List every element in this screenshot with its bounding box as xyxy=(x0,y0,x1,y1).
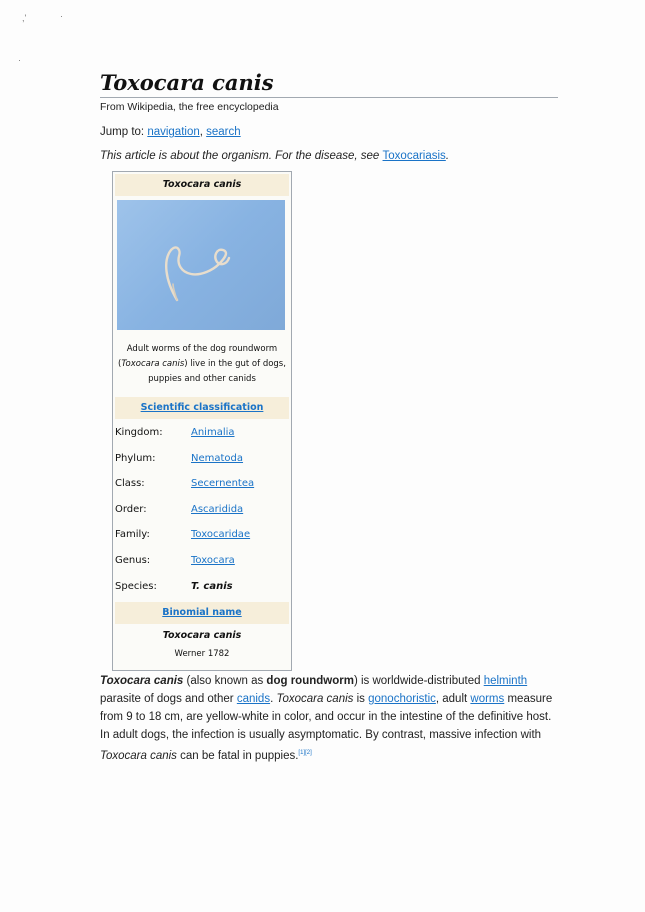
taxon-link-toxocara[interactable]: Toxocara xyxy=(191,555,235,566)
body-text: is xyxy=(353,693,369,705)
search-link[interactable]: search xyxy=(206,126,241,138)
worm-photo[interactable] xyxy=(117,200,285,330)
page-title: Toxocara canis xyxy=(100,70,558,98)
taxon-link-secernentea[interactable]: Secernentea xyxy=(191,478,255,489)
scan-speck: · xyxy=(18,55,21,65)
infobox-caption xyxy=(117,342,287,387)
caption-part: Adult worms of the dog roundworm ( xyxy=(118,344,278,369)
reference-link[interactable]: [1][2] xyxy=(298,750,312,756)
scan-speck: ,ʹ xyxy=(22,13,27,23)
canids-link[interactable]: canids xyxy=(236,693,271,705)
page-subtitle: From Wikipedia, the free encyclopedia xyxy=(100,101,279,113)
hatnote xyxy=(100,150,449,162)
worms-link[interactable]: worms xyxy=(470,693,505,705)
taxon-row xyxy=(115,581,289,599)
taxon-row xyxy=(115,478,289,496)
body-bold: dog roundworm xyxy=(266,675,354,687)
jump-links xyxy=(100,126,241,138)
body-text: measure from 9 to 18 cm, are yellow-white in color, and occur in the intestine of the definitive host. In adult dogs, the infection is usually asymptomatic. By contrast, massive infection with xyxy=(100,693,553,741)
infobox-header: Toxocara canis xyxy=(115,174,289,196)
binomial-name: Toxocara canis xyxy=(162,630,242,641)
taxon-label: Family: xyxy=(115,529,150,540)
gonochoristic-link[interactable]: gonochoristic xyxy=(368,693,436,705)
navigation-link[interactable]: navigation xyxy=(147,126,200,138)
scan-speck: · xyxy=(60,11,63,21)
taxon-link-nematoda[interactable]: Nematoda xyxy=(191,453,244,464)
hatnote-text: This article is about the organism. For the disease, see xyxy=(100,150,383,162)
body-term: Toxocara canis xyxy=(100,675,184,687)
taxon-label: Species: xyxy=(115,581,157,592)
caption-italic: Toxocara canis xyxy=(121,359,185,369)
scientific-classification-header xyxy=(115,397,289,419)
jump-separator: , xyxy=(199,126,207,138)
binomial-name-link[interactable]: Binomial name xyxy=(162,607,242,618)
taxon-link-ascaridida[interactable]: Ascaridida xyxy=(191,504,244,515)
taxon-label: Phylum: xyxy=(115,453,156,464)
scientific-classification-link[interactable]: Scientific classification xyxy=(140,402,264,413)
lead-paragraph xyxy=(100,672,564,765)
body-text: , adult xyxy=(435,693,471,705)
body-text: ) is worldwide-distributed xyxy=(353,675,484,687)
infobox xyxy=(112,171,292,671)
taxon-label: Genus: xyxy=(115,555,151,566)
body-italic: Toxocara canis xyxy=(100,749,177,762)
worm-illustration xyxy=(117,200,285,330)
body-italic: Toxocara canis xyxy=(276,693,354,705)
taxon-link-animalia[interactable]: Animalia xyxy=(191,427,235,438)
taxon-label: Class: xyxy=(115,478,145,489)
body-text: . xyxy=(270,693,277,705)
taxon-link-toxocaridae[interactable]: Toxocaridae xyxy=(191,529,251,540)
taxon-row xyxy=(115,453,289,471)
taxon-row xyxy=(115,529,289,547)
body-text: (also known as xyxy=(183,675,267,687)
body-text: can be fatal in puppies. xyxy=(176,749,299,762)
body-text: parasite of dogs and other xyxy=(100,693,237,705)
taxon-label: Order: xyxy=(115,504,147,515)
taxon-row xyxy=(115,555,289,573)
caption-part: ) live in the gut of dogs, puppies and other canids xyxy=(148,359,286,384)
helminth-link[interactable]: helminth xyxy=(483,675,528,687)
binomial-name-header xyxy=(115,602,289,624)
jump-prefix: Jump to: xyxy=(100,126,148,138)
binomial-authority: Werner 1782 xyxy=(174,649,230,659)
taxon-label: Kingdom: xyxy=(115,427,163,438)
toxocariasis-link[interactable]: Toxocariasis xyxy=(382,150,446,162)
taxon-row xyxy=(115,427,289,445)
species-name: T. canis xyxy=(191,581,233,592)
hatnote-end: . xyxy=(445,150,450,162)
taxon-row xyxy=(115,504,289,522)
